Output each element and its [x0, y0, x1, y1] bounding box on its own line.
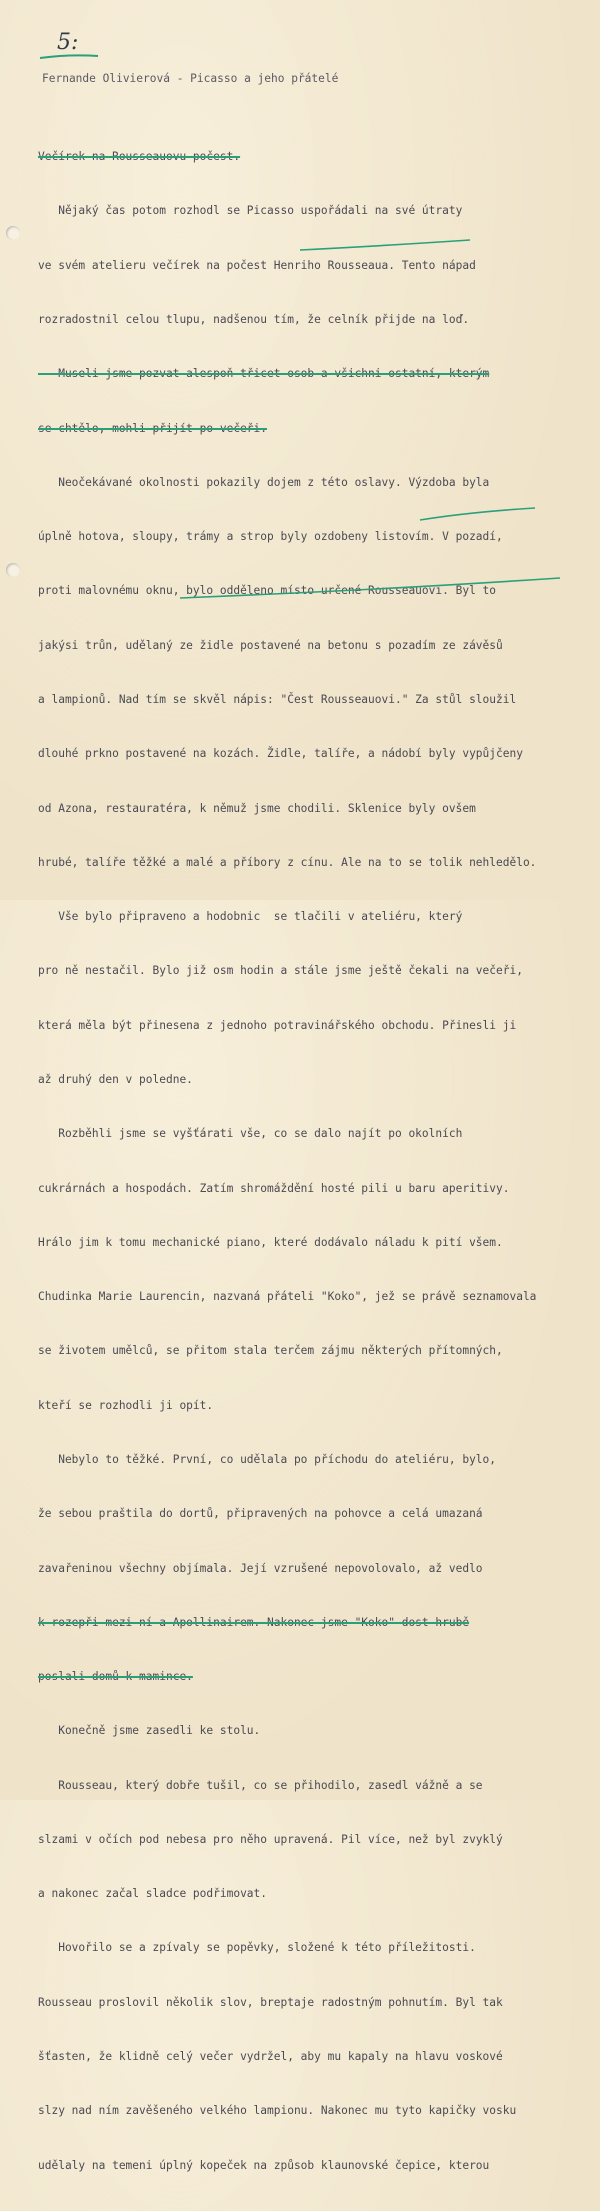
text-line: kteří se rozhodli ji opít. [38, 1398, 214, 1412]
text-line: úplně hotova, sloupy, trámy a strop byly ozdobeny listovím. V pozadí, [38, 530, 503, 544]
text-line: Nebylo to těžké. První, co udělala po příchodu do ateliéru, bylo, [38, 1452, 497, 1466]
text-line: k rozepři mezi ní a Apollinairem. Nakonec jsme "Koko" dost hrubě [38, 1615, 470, 1629]
page-number: 5: [57, 30, 79, 55]
section-heading: Večírek na Rousseauovu počest. [38, 150, 241, 164]
text-line: se chtělo, mohli přijít po večeři. [38, 421, 268, 435]
text-line: slzy nad ním zavěšeného velkého lampionu. Nakonec mu tyto kapičky vosku [38, 2104, 517, 2118]
text-line: Rousseau proslovil několik slov, breptaje radostným pohnutím. Byl tak [38, 1995, 503, 2009]
text-line: se životem umělců, se přitom stala terčem zájmu některých přítomných, [38, 1344, 503, 1358]
text-line: dlouhé prkno postavené na kozách. Židle, talíře, a nádobí byly vypůjčeny [38, 747, 523, 761]
text-line: Hrálo jim k tomu mechanické piano, které dodávalo náladu k pití všem. [38, 1235, 503, 1249]
text-line: Vše bylo připraveno a hodobnic se tlačili v ateliéru, který [38, 910, 463, 924]
text-line: že sebou praštila do dortů, připravených na pohovce a celá umazaná [38, 1507, 483, 1521]
text-line: ve svém atelieru večírek na počest Henriho Rousseaua. Tento nápad [38, 258, 476, 272]
text-line: Nějaký čas potom rozhodl se Picasso uspořádali na své útraty [38, 204, 463, 218]
text-line: šťasten, že klidně celý večer vydržel, aby mu kapaly na hlavu voskové [38, 2050, 503, 2064]
text-line: Hovořilo se a zpívaly se popěvky, složené k této příležitosti. [38, 1941, 476, 1955]
text-line: jakýsi trůn, udělaný ze židle postavené na betonu s pozadím ze závěsů [38, 638, 503, 652]
text-line: proti malovnému oknu, bylo odděleno místo určené Rousseauovi. Byl to [38, 584, 497, 598]
text-line: a nakonec začal sladce podřimovat. [38, 1887, 268, 1901]
text-line: cukrárnách a hospodách. Zatím shromáždění hosté pili u baru aperitivy. [38, 1181, 510, 1195]
text-line: hrubé, talíře těžké a malé a příbory z cínu. Ale na to se tolik nehledělo. [38, 855, 537, 869]
text-line: poslali domů k mamince. [38, 1670, 193, 1684]
text-line: udělaly na temeni úplný kopeček na způsob klaunovské čepice, kterou [38, 2158, 490, 2172]
punch-hole [6, 226, 20, 240]
text-line: pro ně nestačil. Bylo již osm hodin a stále jsme ještě čekali na večeři, [38, 964, 523, 978]
text-line: Konečně jsme zasedli ke stolu. [38, 1724, 261, 1738]
text-line: Rousseau, který dobře tušil, co se přihodilo, zasedl vážně a se [38, 1778, 483, 1792]
text-line: od Azona, restauratéra, k němuž jsme chodili. Sklenice byly ovšem [38, 801, 476, 815]
punch-hole [6, 563, 20, 577]
text-line: Rozběhli jsme se vyšťárati vše, co se dalo najít po okolních [38, 1127, 463, 1141]
text-line: až druhý den v poledne. [38, 1072, 193, 1086]
text-line: která měla být přinesena z jednoho potravinářského obchodu. Přinesli ji [38, 1018, 517, 1032]
text-line: a lampionů. Nad tím se skvěl nápis: "Čest Rousseauovi." Za stůl sloužil [38, 693, 517, 706]
text-line: rozradostnil celou tlupu, nadšenou tím, že celník přijde na loď. [38, 313, 470, 327]
text-line: zavařeninou všechny objímala. Její vzrušené nepovolovalo, až vedlo [38, 1561, 483, 1575]
text-line: slzami v očích pod nebesa pro něho upravená. Pil více, než byl zvyklý [38, 1832, 503, 1846]
text-line: Neočekávané okolnosti pokazily dojem z této oslavy. Výzdoba byla [38, 475, 490, 489]
marker-stroke [40, 55, 98, 58]
typed-body [38, 112, 598, 2211]
document-header: Fernande Olivierová - Picasso a jeho přátelé [42, 72, 339, 85]
text-line: Museli jsme pozvat alespoň třicet osob a všichni ostatní, kterým [38, 367, 490, 381]
text-line: Chudinka Marie Laurencin, nazvaná přáteli "Koko", jež se právě seznamovala [38, 1290, 537, 1304]
